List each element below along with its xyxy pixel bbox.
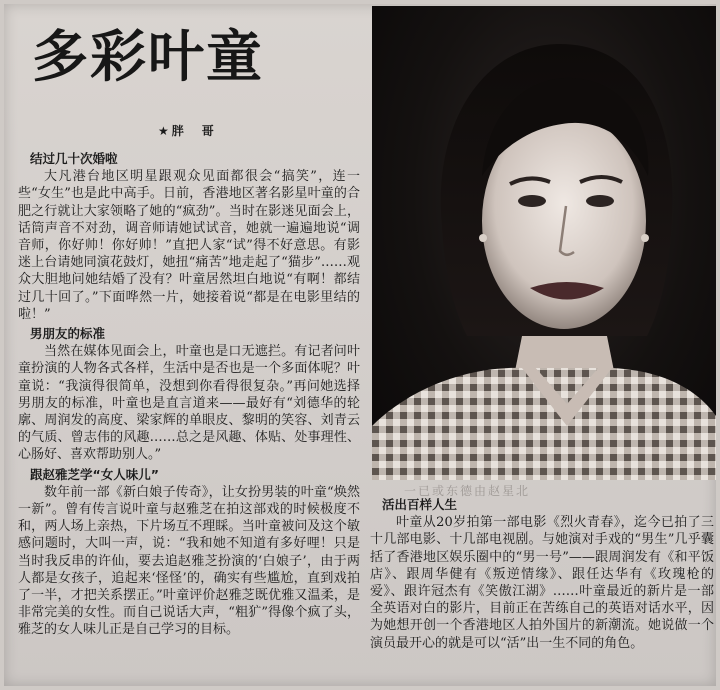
portrait-photo (372, 6, 716, 480)
newspaper-clipping (4, 4, 716, 686)
article-paragraph: 叶童从20岁拍第一部电影《烈火青春》，迄今已拍了三十几部电影、十几部电视剧。与她演对手戏的“男生”几乎囊括了香港地区娱乐圈中的“男一号”——跟周润发有《和平饭店》、跟周华健有《叛逆情缘》、跟任达华有《玫瑰枪的爱》、跟许冠杰有《笑傲江湖》……叶童最近的新片是一部全英语对白的影片，目前正在苦练自己的英语对话水平，因为她想开创一个香港地区人拍外国片的新潮流。她说做一个演员最开心的就是可以“活”出一生不同的角色。 (370, 515, 714, 651)
article-column-left (18, 148, 360, 639)
section-heading: 跟赵雅芝学“女人味儿” (30, 466, 159, 482)
section-heading: 活出百样人生 (382, 497, 458, 512)
headline: 多彩叶童 (32, 25, 264, 90)
article-paragraph: 大凡港台地区明星跟观众见面都很会“搞笑”，连一些“女生”也是此中高手。日前，香港地区著名影星叶童的合肥之行就让大家领略了她的“疯劲”。当时在影迷见面会上，话筒声音不对劲，调音师请她试试音，她就一遍遍地说“调音师，你好帅！你好帅！”直把人家“试”得不好意思。有影迷上台请她同演花鼓灯，她扭“痛苦”地走起了“猫步”……观众大胆地问她结婚了没有？叶童居然坦白地说“有啊！都结过几十回了。”下面哗然一片，她接着说“都是在电影里结的啦！” (18, 169, 360, 322)
article-column-right (370, 494, 714, 652)
article-paragraph: 数年前一部《新白娘子传奇》，让女扮男装的叶童“焕然一新”。曾有传言说叶童与赵雅芝在拍这部戏的时候极度不和，两人场上亲热，下片场互不理睬。当叶童被问及这个敏感问题时，大叫一声，说：“我和她不知道有多好哩！只是当时我反串的许仙，要去追赵雅芝扮演的‘白娘子’，由于两人都是女孩子，追起来‘怪怪’的，确实有些尴尬，直到戏拍了一半，才把关系摆正。”叶童评价赵雅芝既优雅又温柔，是非常完美的女性。而自己说话大声，“粗犷”得像个疯了头，雅芝的女人味儿正是自己学习的目标。 (18, 484, 360, 638)
byline: ★胖 哥 (158, 124, 217, 138)
article-paragraph: 当然在媒体见面会上，叶童也是口无遮拦。有记者问叶童扮演的人物各式各样，生活中是否也是一个多面体呢？叶童说：“我演得很简单，没想到你看得很复杂。”再问她选择男朋友的标准，叶童也是直言道来——最好有“刘德华的轮廓、周润发的高度、梁家辉的单眼皮、黎明的笑容、刘青云的气质、曾志伟的风趣……总之是风趣、体贴、处事理性、心肠好、喜欢帮助别人。” (18, 344, 360, 463)
portrait-illustration (372, 6, 716, 480)
section-heading: 结过几十次婚啦 (30, 151, 118, 166)
section-heading: 男朋友的标准 (30, 326, 106, 342)
faded-text: 一已或东德由赵星北 (404, 484, 531, 498)
